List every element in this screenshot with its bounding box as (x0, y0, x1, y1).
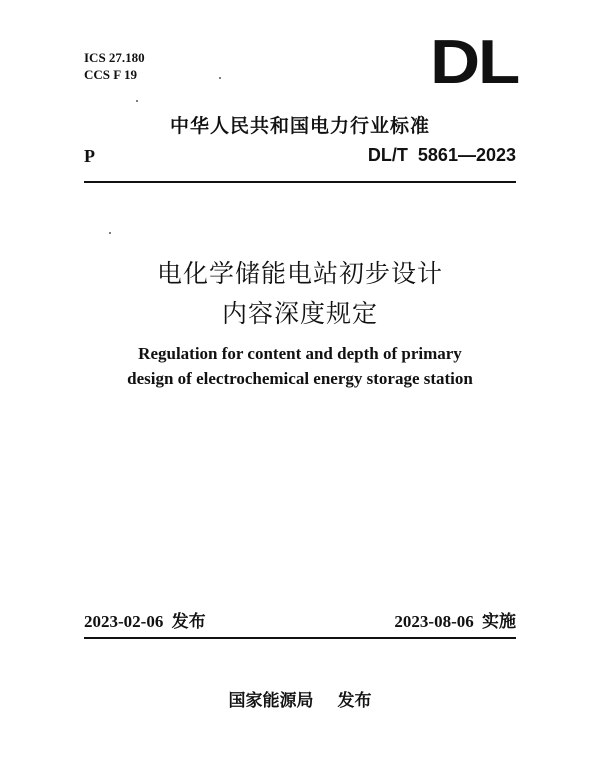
issue-label: 发布 (171, 612, 206, 632)
standard-number: DL/T 5861—2023 (367, 145, 516, 165)
chinese-title-line-2: 内容深度规定 (221, 299, 378, 328)
dl-logo: DL (430, 28, 519, 97)
effective-label: 实施 (482, 612, 516, 632)
category-letter: P (84, 146, 95, 166)
scan-speck (136, 100, 138, 102)
issue-date: 2023-02-06 (84, 612, 164, 631)
chinese-title-line-1: 电化学储能电站初步设计 (156, 259, 443, 288)
ics-code: ICS 27.180 (84, 50, 145, 65)
issue-date-block (84, 607, 206, 632)
effective-date-block (394, 607, 516, 632)
effective-date: 2023-08-06 (394, 612, 474, 631)
footer-divider (84, 637, 516, 639)
standard-type-title: 中华人民共和国电力行业标准 (169, 115, 430, 137)
publisher-action: 发布 (337, 691, 372, 711)
publisher-name: 国家能源局 (228, 691, 314, 711)
chinese-title (0, 254, 600, 334)
scan-speck (219, 77, 221, 79)
english-title-line-2: design of electrochemical energy storage station (127, 369, 473, 388)
publisher-line (0, 686, 600, 711)
scan-speck (109, 232, 111, 234)
english-title (0, 341, 600, 391)
classification-codes (84, 49, 145, 83)
english-title-line-1: Regulation for content and depth of primary (138, 344, 462, 363)
ccs-code: CCS F 19 (84, 67, 137, 82)
header-divider (84, 181, 516, 183)
